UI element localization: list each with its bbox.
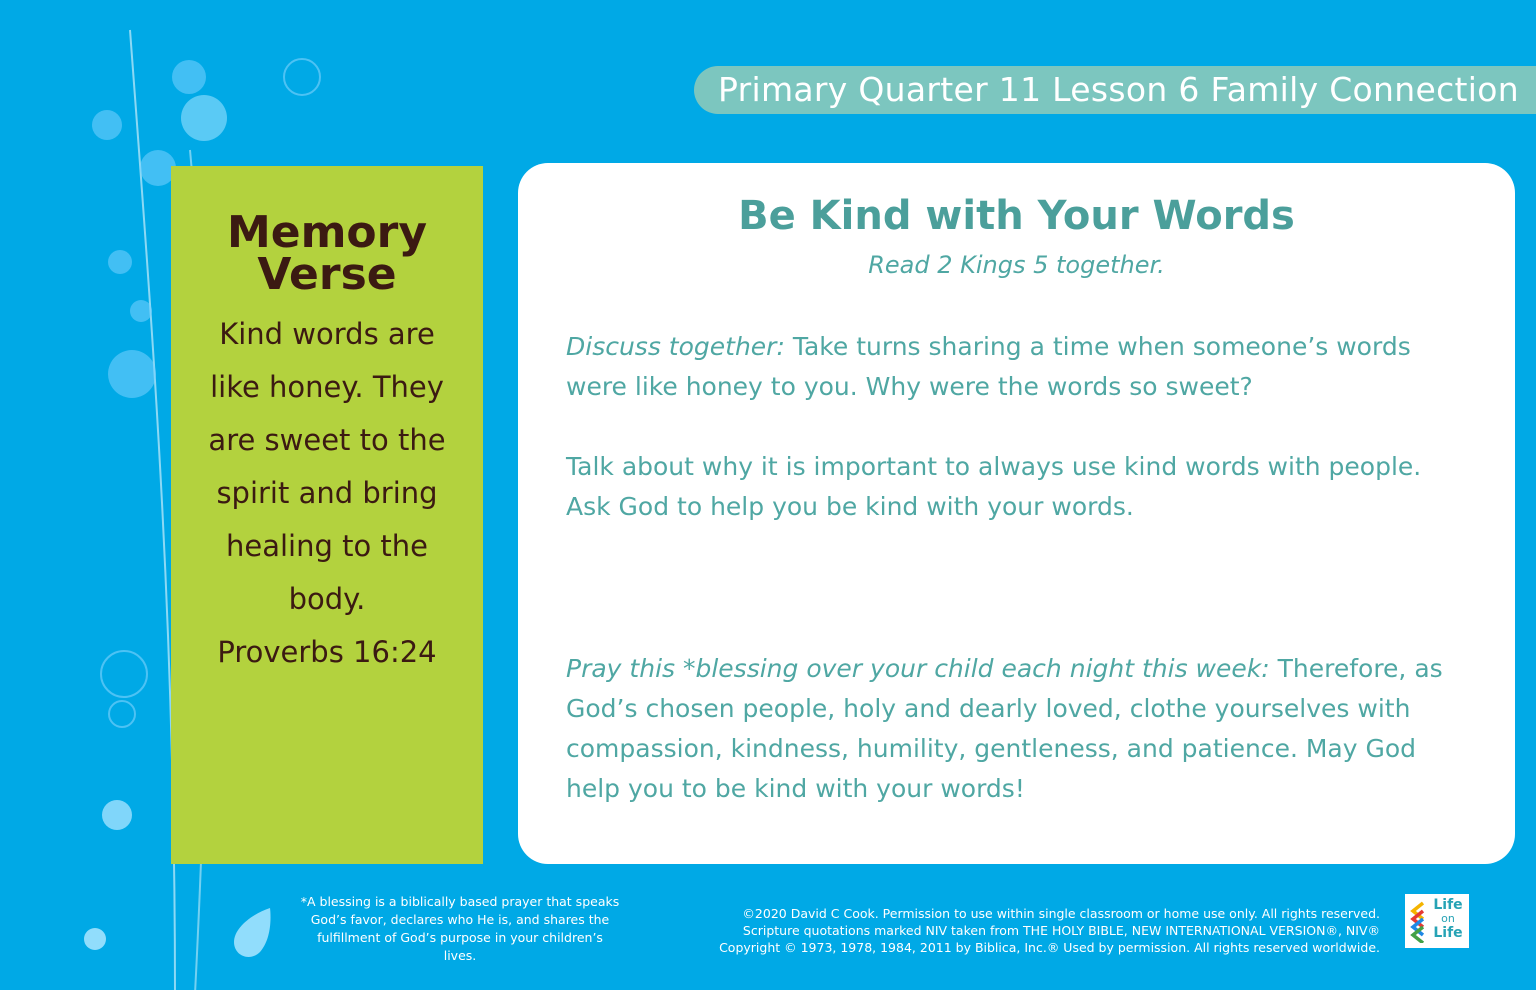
copyright-line: ©2020 David C Cook. Permission to use within single classroom or home use only. All rights reserved. bbox=[742, 906, 1380, 921]
decorative-bubble bbox=[283, 58, 321, 96]
bottom-edge-strip bbox=[0, 990, 1536, 994]
lesson-card bbox=[518, 163, 1515, 864]
memory-verse-panel bbox=[171, 166, 483, 864]
decorative-bubble bbox=[108, 700, 136, 728]
memory-heading-line1: Memory bbox=[226, 207, 428, 258]
decorative-bubble bbox=[102, 800, 132, 830]
logo-line1: Life bbox=[1433, 897, 1463, 913]
verse-line: Kind words are bbox=[219, 317, 435, 351]
card-subtitle: Read 2 Kings 5 together. bbox=[868, 251, 1165, 279]
blessing-footnote: *A blessing is a biblically based prayer that speaks God’s favor, declares who He is, and shares the fulfillment of God’s purpose in your children’s lives. bbox=[300, 894, 620, 963]
logo-text bbox=[1431, 898, 1465, 940]
verse-line: are sweet to the bbox=[208, 423, 446, 457]
card-title: Be Kind with Your Words bbox=[738, 193, 1295, 239]
decorative-bubble bbox=[100, 650, 148, 698]
decorative-bubble bbox=[92, 110, 122, 140]
discuss-text: Take turns sharing a time when someone’s words were like honey to you. Why were the words so sweet? bbox=[566, 332, 1411, 401]
prayer-paragraph bbox=[566, 649, 1466, 809]
pray-label: Pray this *blessing over your child each night this week: bbox=[566, 654, 1270, 683]
verse-line: spirit and bring bbox=[216, 476, 438, 510]
verse-reference: Proverbs 16:24 bbox=[217, 635, 437, 669]
decorative-bubble bbox=[84, 928, 106, 950]
water-drop-icon bbox=[230, 906, 276, 962]
decorative-bubble bbox=[172, 60, 206, 94]
logo-line2: on bbox=[1441, 912, 1455, 925]
decorative-bubble bbox=[108, 350, 156, 398]
memory-verse-heading bbox=[171, 207, 483, 300]
verse-line: healing to the bbox=[225, 529, 429, 563]
verse-line: like honey. They bbox=[210, 370, 444, 404]
pray-text: Therefore, as God’s chosen people, holy and dearly loved, clothe yourselves with compassion, kindness, humility, gentleness, and patience. May God help you to be kind with your words! bbox=[566, 654, 1443, 803]
logo-chevron-icon bbox=[1409, 901, 1429, 943]
lesson-title-banner: Primary Quarter 11 Lesson 6 Family Connection bbox=[694, 66, 1536, 114]
copyright-line: Scripture quotations marked NIV taken from THE HOLY BIBLE, NEW INTERNATIONAL VERSION®, NIV® bbox=[742, 923, 1380, 938]
memory-heading-line2: Verse bbox=[257, 249, 397, 300]
decorative-bubble bbox=[181, 95, 227, 141]
verse-line: body. bbox=[288, 582, 366, 616]
decorative-bubble bbox=[130, 300, 152, 322]
logo-line3: Life bbox=[1433, 925, 1463, 941]
copyright-notice bbox=[640, 905, 1380, 956]
decorative-bubble bbox=[108, 250, 132, 274]
discuss-label: Discuss together: bbox=[566, 332, 785, 361]
talk-paragraph: Talk about why it is important to always use kind words with people. Ask God to help you be kind with your words. bbox=[566, 452, 1422, 521]
life-on-life-logo bbox=[1405, 894, 1469, 948]
copyright-line: Copyright © 1973, 1978, 1984, 2011 by Biblica, Inc.® Used by permission. All rights reserved worldwide. bbox=[719, 940, 1380, 955]
discuss-paragraph bbox=[566, 327, 1466, 407]
memory-verse-text bbox=[185, 308, 469, 679]
